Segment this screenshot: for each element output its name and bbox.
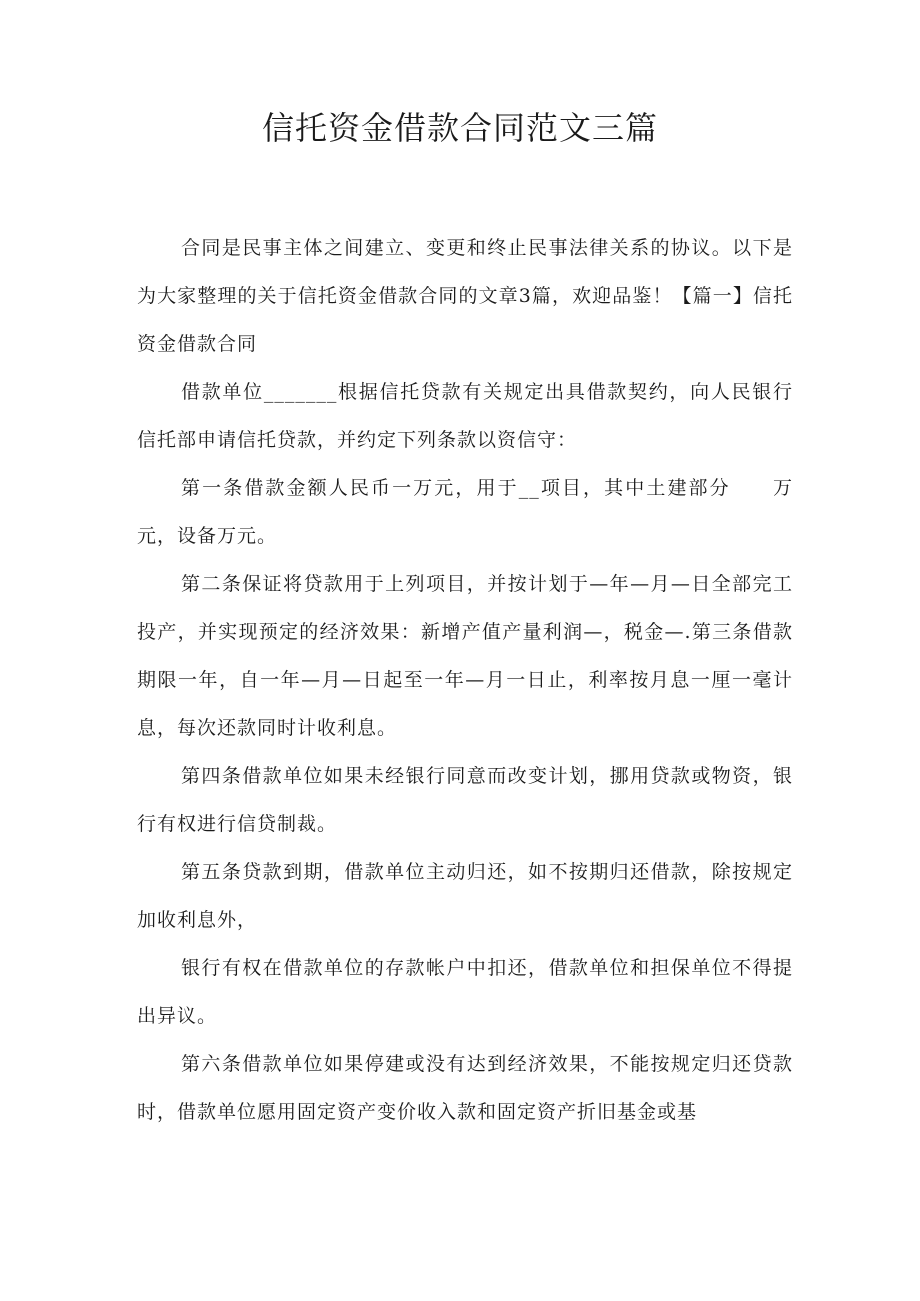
paragraph-article-5-cont: 银行有权在借款单位的存款帐户中扣还，借款单位和担保单位不得提出异议。 [137,957,793,1027]
paragraph-article-6: 第六条借款单位如果停建或没有达到经济效果，不能按规定归还贷款时，借款单位愿用固定资产变价收入款和固定资产折旧基金或基 [137,1053,793,1123]
paragraph-intro: 合同是民事主体之间建立、变更和终止民事法律关系的协议。以下是为大家整理的关于信托资金借款合同的文章3篇，欢迎品鉴！【篇一】信托资金借款合同 [137,237,793,355]
paragraph-article-4: 第四条借款单位如果未经银行同意而改变计划，挪用贷款或物资，银行有权进行信贷制裁。 [137,765,793,835]
document-body [137,224,793,1136]
paragraph-article-2-3: 第二条保证将贷款用于上列项目，并按计划于—年—月—日全部完工投产，并实现预定的经济效果：新增产值产量利润—，税金—.第三条借款期限一年，自一年—月—日起至一年—月一日止，利率按月息一厘一毫计息，每次还款同时计收利息。 [137,573,793,739]
paragraph-article-1: 第一条借款金额人民币一万元，用于__项目，其中土建部分 万元，设备万元。 [137,477,793,547]
document-title: 信托资金借款合同范文三篇 [261,109,658,147]
paragraph-borrower: 借款单位_______根据信托贷款有关规定出具借款契约，向人民银行信托部申请信托贷款，并约定下列条款以资信守： [137,381,793,451]
paragraph-article-5: 第五条贷款到期，借款单位主动归还，如不按期归还借款，除按规定加收利息外， [137,861,793,931]
